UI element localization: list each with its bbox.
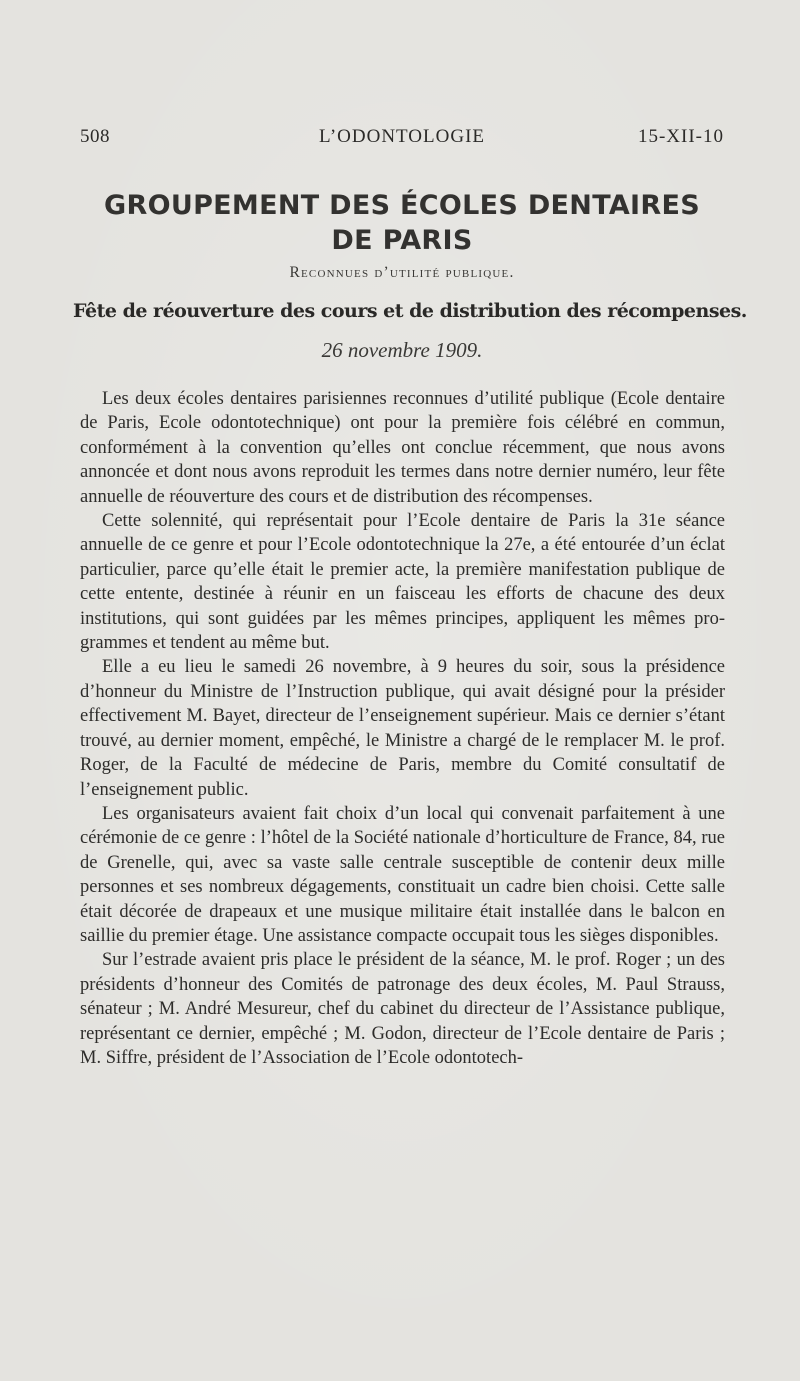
article-title-line1: GROUPEMENT DES ÉCOLES DENTAIRES <box>104 190 700 221</box>
article-title <box>60 188 744 258</box>
article-title-line2: DE PARIS <box>331 225 473 256</box>
journal-title: L’ODONTOLOGIE <box>318 126 486 147</box>
article-subtitle: Reconnues d’utilité publique. <box>289 264 515 281</box>
article-body <box>80 387 725 1070</box>
paragraph: Les deux écoles dentaires parisiennes reconnues d’utilité publique (Ecole dentaire de Paris, Ecole odontotechnique) ont pour la première fois célébré en commun, conformément à la convention qu’elles ont conclue récemment, que nous avons annoncée et dont nous avons reproduit les termes dans notre dernier numéro, leur fête annuelle de réouverture des cours et de distribution des récompenses. <box>80 389 725 507</box>
event-date: 26 novembre 1909. <box>321 338 483 362</box>
page-number: 508 <box>80 126 110 147</box>
paragraph: Sur l’estrade avaient pris place le président de la séance, M. le prof. Roger ; un des présidents d’honneur des Comités de patronage des deux écoles, M. Paul Strauss, sénateur ; M. André Mesureur, chef du cabinet du directeur de l’Assistance publique, représentant ce dernier, empêché ; M. Godon, directeur de l’Ecole dentaire de Paris ; M. Siffre, président de l’Association de l’Ecole odontotech- <box>80 950 725 1068</box>
paragraph: Elle a eu lieu le samedi 26 novembre, à 9 heures du soir, sous la présidence d’honneur du Ministre de l’Instruction publique, qui avait désigné pour la présider effectivement M. Bayet, directeur de l’enseignement supérieur. Mais ce dernier s’étant trouvé, au dernier moment, empêché, le Ministre a chargé de le remplacer M. le prof. Roger, de la Faculté de médecine de Paris, membre du Comité consultatif de l’enseignement public. <box>80 657 725 800</box>
event-heading: Fête de réouverture des cours et de distribution des récompenses. <box>73 300 747 322</box>
paragraph: Cette solennité, qui représentait pour l’Ecole dentaire de Paris la 31e séance annuelle de ce genre et pour l’Ecole odontotechnique la 27e, a été entourée d’un éclat particulier, parce qu’elle était le premier acte, la première manifestation publique de cette entente, destinée à réunir en un faisceau les efforts de chacune des deux institutions, qui sont guidées par les mêmes principes, appliquent les mêmes programmes et tendent au même but. <box>80 511 725 654</box>
running-header <box>80 126 724 156</box>
issue-date: 15-XII-10 <box>637 126 724 147</box>
paragraph: Les organisateurs avaient fait choix d’un local qui convenait parfaitement à une cérémonie de ce genre : l’hôtel de la Société nationale d’horticulture de France, 84, rue de Grenelle, qui, avec sa vaste salle centrale susceptible de contenir deux mille personnes et ses nombreux dégagements, constituait un cadre bien choisi. Cette salle était décorée de drapeaux et une musique militaire était installée dans le balcon en saillie du premier étage. Une assistance compacte occupait tous les sièges disponibles. <box>80 803 725 946</box>
